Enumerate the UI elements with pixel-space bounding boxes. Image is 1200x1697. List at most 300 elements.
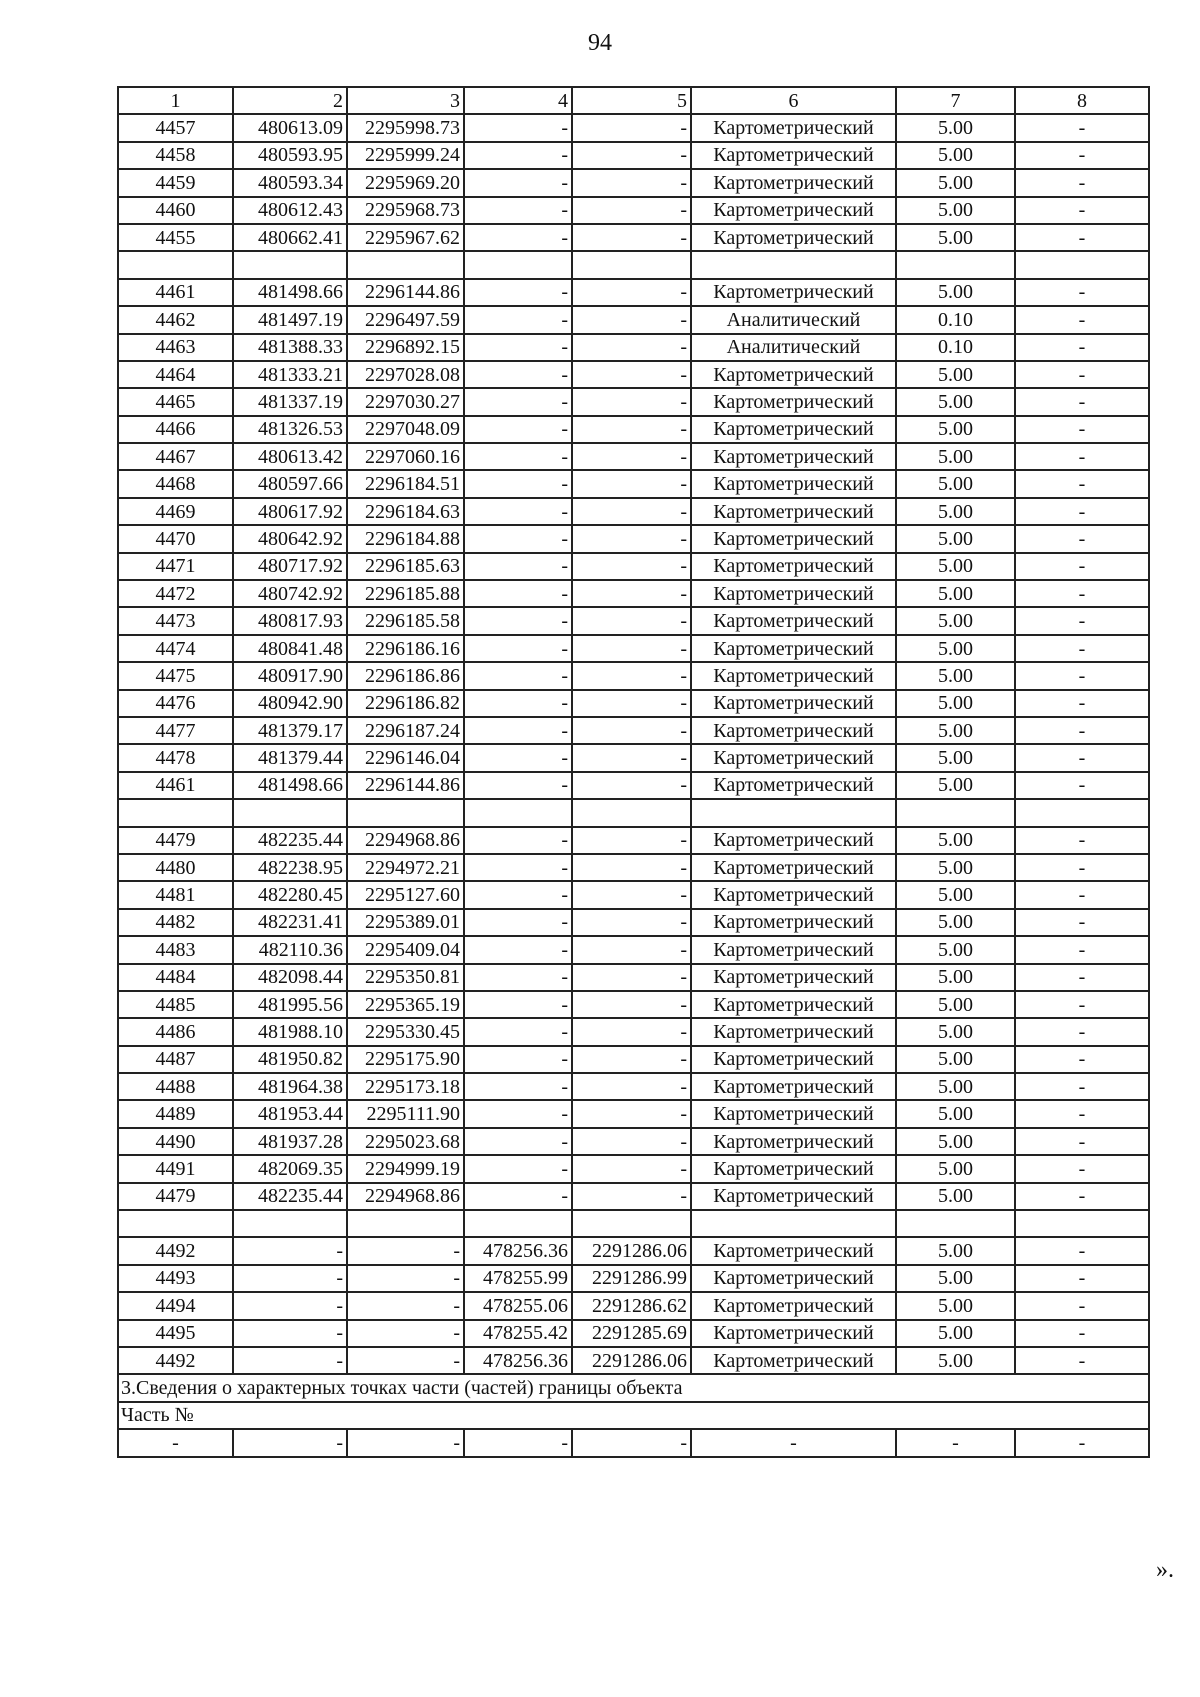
x-coordinate-new-cell: - (464, 114, 572, 141)
y-coordinate-new-cell: - (572, 580, 691, 607)
method-cell: Картометрический (691, 854, 896, 881)
x-coordinate-new-cell: - (464, 909, 572, 936)
x-coordinate-cell: 482235.44 (233, 827, 347, 854)
x-coordinate-new-cell: - (464, 1128, 572, 1155)
x-coordinate-cell: 482235.44 (233, 1183, 347, 1210)
description-cell: - (1015, 717, 1149, 744)
method-cell: Картометрический (691, 744, 896, 771)
accuracy-cell: 5.00 (896, 1046, 1015, 1073)
table-row (118, 635, 1149, 662)
point-number-cell: 4478 (118, 744, 233, 771)
y-coordinate-new-cell: - (572, 964, 691, 991)
table-row (118, 827, 1149, 854)
y-coordinate-cell: 2295968.73 (347, 197, 464, 224)
x-coordinate-new-cell: - (464, 1429, 572, 1456)
y-coordinate-cell: - (347, 1429, 464, 1456)
y-coordinate-new-cell: - (572, 635, 691, 662)
accuracy-cell: 5.00 (896, 443, 1015, 470)
x-coordinate-cell: 480841.48 (233, 635, 347, 662)
method-cell (691, 1210, 896, 1237)
y-coordinate-new-cell: - (572, 553, 691, 580)
method-cell: Картометрический (691, 361, 896, 388)
x-coordinate-new-cell: - (464, 635, 572, 662)
y-coordinate-cell: 2296184.88 (347, 525, 464, 552)
description-cell: - (1015, 1073, 1149, 1100)
part-row (118, 1429, 1149, 1456)
accuracy-cell: - (896, 1429, 1015, 1456)
method-cell: Картометрический (691, 1155, 896, 1182)
accuracy-cell: 0.10 (896, 306, 1015, 333)
accuracy-cell: 5.00 (896, 580, 1015, 607)
x-coordinate-new-cell: - (464, 1073, 572, 1100)
table-row (118, 1265, 1149, 1292)
x-coordinate-cell: - (233, 1292, 347, 1319)
table-row (118, 1347, 1149, 1374)
table-row (118, 142, 1149, 169)
x-coordinate-cell: 481379.44 (233, 744, 347, 771)
point-number-cell: 4479 (118, 1183, 233, 1210)
y-coordinate-new-cell: - (572, 991, 691, 1018)
y-coordinate-new-cell: - (572, 224, 691, 251)
description-cell: - (1015, 1046, 1149, 1073)
description-cell: - (1015, 772, 1149, 799)
method-cell: Картометрический (691, 279, 896, 306)
y-coordinate-cell: 2295350.81 (347, 964, 464, 991)
point-number-cell: 4493 (118, 1265, 233, 1292)
y-coordinate-new-cell: - (572, 881, 691, 908)
x-coordinate-new-cell (464, 1210, 572, 1237)
x-coordinate-new-cell: - (464, 142, 572, 169)
x-coordinate-new-cell: - (464, 580, 572, 607)
y-coordinate-cell: 2296186.82 (347, 690, 464, 717)
point-number-cell: 4480 (118, 854, 233, 881)
y-coordinate-new-cell: - (572, 1073, 691, 1100)
method-cell: Картометрический (691, 470, 896, 497)
accuracy-cell: 5.00 (896, 772, 1015, 799)
description-cell: - (1015, 553, 1149, 580)
table-row (118, 334, 1149, 361)
x-coordinate-new-cell: - (464, 881, 572, 908)
accuracy-cell: 5.00 (896, 635, 1015, 662)
y-coordinate-cell: - (347, 1347, 464, 1374)
y-coordinate-new-cell: - (572, 114, 691, 141)
description-cell: - (1015, 142, 1149, 169)
description-cell: - (1015, 1347, 1149, 1374)
x-coordinate-cell: 481337.19 (233, 388, 347, 415)
y-coordinate-cell: 2295389.01 (347, 909, 464, 936)
y-coordinate-new-cell: - (572, 1183, 691, 1210)
y-coordinate-cell: 2296186.86 (347, 662, 464, 689)
y-coordinate-new-cell (572, 251, 691, 278)
accuracy-cell: 5.00 (896, 114, 1015, 141)
description-cell: - (1015, 1155, 1149, 1182)
point-number-cell: 4464 (118, 361, 233, 388)
accuracy-cell: 5.00 (896, 607, 1015, 634)
x-coordinate-new-cell: - (464, 744, 572, 771)
x-coordinate-new-cell: - (464, 607, 572, 634)
y-coordinate-cell: 2294968.86 (347, 827, 464, 854)
method-cell: Картометрический (691, 169, 896, 196)
part-label-row (118, 1402, 1149, 1429)
x-coordinate-cell: 482238.95 (233, 854, 347, 881)
description-cell: - (1015, 662, 1149, 689)
table-row (118, 662, 1149, 689)
y-coordinate-cell: 2296144.86 (347, 279, 464, 306)
y-coordinate-new-cell: - (572, 1100, 691, 1127)
method-cell (691, 251, 896, 278)
x-coordinate-cell (233, 251, 347, 278)
description-cell: - (1015, 525, 1149, 552)
point-number-cell: 4474 (118, 635, 233, 662)
x-coordinate-cell (233, 799, 347, 826)
y-coordinate-new-cell: - (572, 142, 691, 169)
accuracy-cell: 5.00 (896, 717, 1015, 744)
x-coordinate-cell: - (233, 1237, 347, 1264)
x-coordinate-new-cell: - (464, 690, 572, 717)
x-coordinate-new-cell: - (464, 498, 572, 525)
accuracy-cell: 5.00 (896, 388, 1015, 415)
table-row (118, 470, 1149, 497)
page-number: 94 (588, 30, 612, 56)
accuracy-cell (896, 799, 1015, 826)
description-cell (1015, 799, 1149, 826)
y-coordinate-cell (347, 251, 464, 278)
description-cell: - (1015, 443, 1149, 470)
accuracy-cell: 5.00 (896, 964, 1015, 991)
y-coordinate-cell: 2294968.86 (347, 1183, 464, 1210)
x-coordinate-new-cell: - (464, 936, 572, 963)
accuracy-cell: 5.00 (896, 1100, 1015, 1127)
description-cell (1015, 1210, 1149, 1237)
description-cell: - (1015, 169, 1149, 196)
y-coordinate-cell: 2295969.20 (347, 169, 464, 196)
accuracy-cell: 5.00 (896, 1073, 1015, 1100)
accuracy-cell: 5.00 (896, 279, 1015, 306)
point-number-cell: 4461 (118, 772, 233, 799)
method-cell: Картометрический (691, 1073, 896, 1100)
y-coordinate-new-cell: - (572, 690, 691, 717)
table-row (118, 279, 1149, 306)
point-number-cell: 4465 (118, 388, 233, 415)
table-row (118, 717, 1149, 744)
method-cell: Картометрический (691, 416, 896, 443)
x-coordinate-cell: 482110.36 (233, 936, 347, 963)
x-coordinate-cell: 481937.28 (233, 1128, 347, 1155)
y-coordinate-cell: 2295111.90 (347, 1100, 464, 1127)
description-cell: - (1015, 635, 1149, 662)
y-coordinate-cell: 2296184.63 (347, 498, 464, 525)
y-coordinate-new-cell: - (572, 361, 691, 388)
description-cell: - (1015, 1100, 1149, 1127)
y-coordinate-new-cell (572, 799, 691, 826)
accuracy-cell: 5.00 (896, 498, 1015, 525)
description-cell: - (1015, 854, 1149, 881)
description-cell: - (1015, 827, 1149, 854)
accuracy-cell: 5.00 (896, 827, 1015, 854)
accuracy-cell: 5.00 (896, 169, 1015, 196)
x-coordinate-new-cell: 478255.42 (464, 1320, 572, 1347)
point-number-cell: 4460 (118, 197, 233, 224)
y-coordinate-cell: - (347, 1292, 464, 1319)
y-coordinate-new-cell: - (572, 498, 691, 525)
method-cell: Картометрический (691, 662, 896, 689)
method-cell: Картометрический (691, 142, 896, 169)
x-coordinate-cell: 481326.53 (233, 416, 347, 443)
description-cell (1015, 251, 1149, 278)
x-coordinate-cell: 481333.21 (233, 361, 347, 388)
method-cell: 6 (691, 87, 896, 114)
description-cell: - (1015, 279, 1149, 306)
point-number-cell: 4492 (118, 1237, 233, 1264)
accuracy-cell: 5.00 (896, 1128, 1015, 1155)
y-coordinate-new-cell: - (572, 306, 691, 333)
table-row (118, 1100, 1149, 1127)
x-coordinate-cell: 480612.43 (233, 197, 347, 224)
header-row (118, 87, 1149, 114)
y-coordinate-new-cell: 2291286.06 (572, 1347, 691, 1374)
method-cell: Картометрический (691, 498, 896, 525)
point-number-cell: 4471 (118, 553, 233, 580)
x-coordinate-new-cell: - (464, 388, 572, 415)
y-coordinate-cell: 3 (347, 87, 464, 114)
accuracy-cell: 5.00 (896, 416, 1015, 443)
accuracy-cell: 5.00 (896, 1347, 1015, 1374)
y-coordinate-cell: 2297060.16 (347, 443, 464, 470)
method-cell: Картометрический (691, 1347, 896, 1374)
x-coordinate-cell: 481498.66 (233, 279, 347, 306)
x-coordinate-new-cell: - (464, 169, 572, 196)
y-coordinate-new-cell: - (572, 854, 691, 881)
x-coordinate-new-cell: - (464, 443, 572, 470)
x-coordinate-cell: 480817.93 (233, 607, 347, 634)
description-cell: - (1015, 416, 1149, 443)
method-cell: Картометрический (691, 1237, 896, 1264)
point-number-cell: 4482 (118, 909, 233, 936)
method-cell: Картометрический (691, 1183, 896, 1210)
x-coordinate-new-cell: - (464, 1100, 572, 1127)
accuracy-cell: 5.00 (896, 142, 1015, 169)
x-coordinate-new-cell: - (464, 772, 572, 799)
description-cell: - (1015, 334, 1149, 361)
table-row (118, 936, 1149, 963)
point-number-cell (118, 799, 233, 826)
accuracy-cell: 5.00 (896, 470, 1015, 497)
description-cell: - (1015, 1429, 1149, 1456)
x-coordinate-new-cell (464, 799, 572, 826)
x-coordinate-cell: 481950.82 (233, 1046, 347, 1073)
method-cell: Аналитический (691, 306, 896, 333)
y-coordinate-cell: 2294999.19 (347, 1155, 464, 1182)
table-row (118, 991, 1149, 1018)
point-number-cell: - (118, 1429, 233, 1456)
x-coordinate-new-cell: - (464, 525, 572, 552)
table-row (118, 1320, 1149, 1347)
y-coordinate-new-cell: - (572, 525, 691, 552)
table-row (118, 1046, 1149, 1073)
x-coordinate-new-cell: - (464, 827, 572, 854)
y-coordinate-cell: - (347, 1320, 464, 1347)
table-row (118, 854, 1149, 881)
point-number-cell: 4466 (118, 416, 233, 443)
x-coordinate-new-cell (464, 251, 572, 278)
table-row (118, 525, 1149, 552)
point-number-cell: 4483 (118, 936, 233, 963)
point-number-cell: 4476 (118, 690, 233, 717)
y-coordinate-new-cell: - (572, 1018, 691, 1045)
point-number-cell: 4477 (118, 717, 233, 744)
method-cell: Картометрический (691, 827, 896, 854)
method-cell: Картометрический (691, 1100, 896, 1127)
y-coordinate-cell: - (347, 1237, 464, 1264)
method-cell: Картометрический (691, 964, 896, 991)
y-coordinate-new-cell: 2291285.69 (572, 1320, 691, 1347)
table-row (118, 1155, 1149, 1182)
y-coordinate-cell: 2295127.60 (347, 881, 464, 908)
table-row (118, 909, 1149, 936)
x-coordinate-new-cell: - (464, 224, 572, 251)
x-coordinate-cell: 481497.19 (233, 306, 347, 333)
x-coordinate-new-cell: - (464, 1018, 572, 1045)
x-coordinate-cell: 482069.35 (233, 1155, 347, 1182)
x-coordinate-cell: - (233, 1429, 347, 1456)
point-number-cell (118, 251, 233, 278)
accuracy-cell: 5.00 (896, 361, 1015, 388)
point-number-cell: 4489 (118, 1100, 233, 1127)
table-row (118, 114, 1149, 141)
y-coordinate-new-cell: - (572, 1046, 691, 1073)
method-cell: Картометрический (691, 224, 896, 251)
method-cell: Картометрический (691, 114, 896, 141)
table-row (118, 169, 1149, 196)
accuracy-cell: 5.00 (896, 662, 1015, 689)
y-coordinate-cell: - (347, 1265, 464, 1292)
description-cell: - (1015, 388, 1149, 415)
accuracy-cell: 5.00 (896, 936, 1015, 963)
y-coordinate-cell: 2295409.04 (347, 936, 464, 963)
y-coordinate-cell: 2297048.09 (347, 416, 464, 443)
point-number-cell: 4491 (118, 1155, 233, 1182)
description-cell: - (1015, 114, 1149, 141)
point-number-cell: 4481 (118, 881, 233, 908)
x-coordinate-cell: 481964.38 (233, 1073, 347, 1100)
x-coordinate-cell: - (233, 1347, 347, 1374)
y-coordinate-new-cell: 5 (572, 87, 691, 114)
y-coordinate-new-cell: - (572, 470, 691, 497)
x-coordinate-new-cell: - (464, 964, 572, 991)
y-coordinate-new-cell: - (572, 169, 691, 196)
method-cell: Картометрический (691, 881, 896, 908)
y-coordinate-new-cell: - (572, 744, 691, 771)
point-number-cell: 4468 (118, 470, 233, 497)
table-row (118, 1018, 1149, 1045)
point-number-cell: 4492 (118, 1347, 233, 1374)
x-coordinate-new-cell: 478255.06 (464, 1292, 572, 1319)
x-coordinate-cell: 481995.56 (233, 991, 347, 1018)
y-coordinate-new-cell: - (572, 662, 691, 689)
description-cell: - (1015, 1265, 1149, 1292)
x-coordinate-new-cell: - (464, 717, 572, 744)
accuracy-cell: 5.00 (896, 991, 1015, 1018)
y-coordinate-cell: 2296497.59 (347, 306, 464, 333)
table-row (118, 224, 1149, 251)
x-coordinate-cell (233, 1210, 347, 1237)
point-number-cell: 4462 (118, 306, 233, 333)
method-cell: Картометрический (691, 772, 896, 799)
x-coordinate-cell: 480942.90 (233, 690, 347, 717)
x-coordinate-new-cell: - (464, 662, 572, 689)
method-cell: Картометрический (691, 197, 896, 224)
method-cell: Картометрический (691, 690, 896, 717)
description-cell: - (1015, 964, 1149, 991)
accuracy-cell: 5.00 (896, 1155, 1015, 1182)
x-coordinate-new-cell: - (464, 854, 572, 881)
table-row (118, 964, 1149, 991)
y-coordinate-cell: 2297030.27 (347, 388, 464, 415)
x-coordinate-cell: - (233, 1265, 347, 1292)
x-coordinate-new-cell: - (464, 197, 572, 224)
y-coordinate-cell: 2295967.62 (347, 224, 464, 251)
y-coordinate-cell: 2296185.88 (347, 580, 464, 607)
description-cell: - (1015, 909, 1149, 936)
table-row (118, 607, 1149, 634)
table-row (118, 498, 1149, 525)
y-coordinate-cell (347, 799, 464, 826)
part-label: Часть № (118, 1402, 1149, 1429)
x-coordinate-new-cell: - (464, 416, 572, 443)
table-row (118, 580, 1149, 607)
x-coordinate-cell: 480593.95 (233, 142, 347, 169)
y-coordinate-new-cell: - (572, 936, 691, 963)
table-row (118, 251, 1149, 278)
method-cell: Картометрический (691, 717, 896, 744)
x-coordinate-cell: 480717.92 (233, 553, 347, 580)
x-coordinate-cell: 482280.45 (233, 881, 347, 908)
y-coordinate-cell: 2295175.90 (347, 1046, 464, 1073)
method-cell: Картометрический (691, 1265, 896, 1292)
y-coordinate-new-cell: - (572, 827, 691, 854)
y-coordinate-new-cell: - (572, 443, 691, 470)
point-number-cell: 4470 (118, 525, 233, 552)
description-cell: - (1015, 498, 1149, 525)
accuracy-cell: 5.00 (896, 881, 1015, 908)
y-coordinate-new-cell: - (572, 416, 691, 443)
x-coordinate-cell: 480613.42 (233, 443, 347, 470)
y-coordinate-cell: 2295173.18 (347, 1073, 464, 1100)
point-number-cell: 4494 (118, 1292, 233, 1319)
accuracy-cell: 5.00 (896, 690, 1015, 717)
x-coordinate-cell: 482231.41 (233, 909, 347, 936)
method-cell: Картометрический (691, 936, 896, 963)
x-coordinate-new-cell: - (464, 1183, 572, 1210)
y-coordinate-new-cell: - (572, 279, 691, 306)
y-coordinate-new-cell: 2291286.99 (572, 1265, 691, 1292)
x-coordinate-new-cell: - (464, 306, 572, 333)
method-cell: Картометрический (691, 525, 896, 552)
point-number-cell: 4487 (118, 1046, 233, 1073)
y-coordinate-cell: 2297028.08 (347, 361, 464, 388)
y-coordinate-new-cell: - (572, 607, 691, 634)
description-cell: - (1015, 991, 1149, 1018)
accuracy-cell: 5.00 (896, 854, 1015, 881)
method-cell: Картометрический (691, 607, 896, 634)
method-cell: Картометрический (691, 580, 896, 607)
table-row (118, 744, 1149, 771)
description-cell: - (1015, 607, 1149, 634)
description-cell: - (1015, 1018, 1149, 1045)
point-number-cell: 4455 (118, 224, 233, 251)
x-coordinate-new-cell: - (464, 361, 572, 388)
point-number-cell: 4473 (118, 607, 233, 634)
